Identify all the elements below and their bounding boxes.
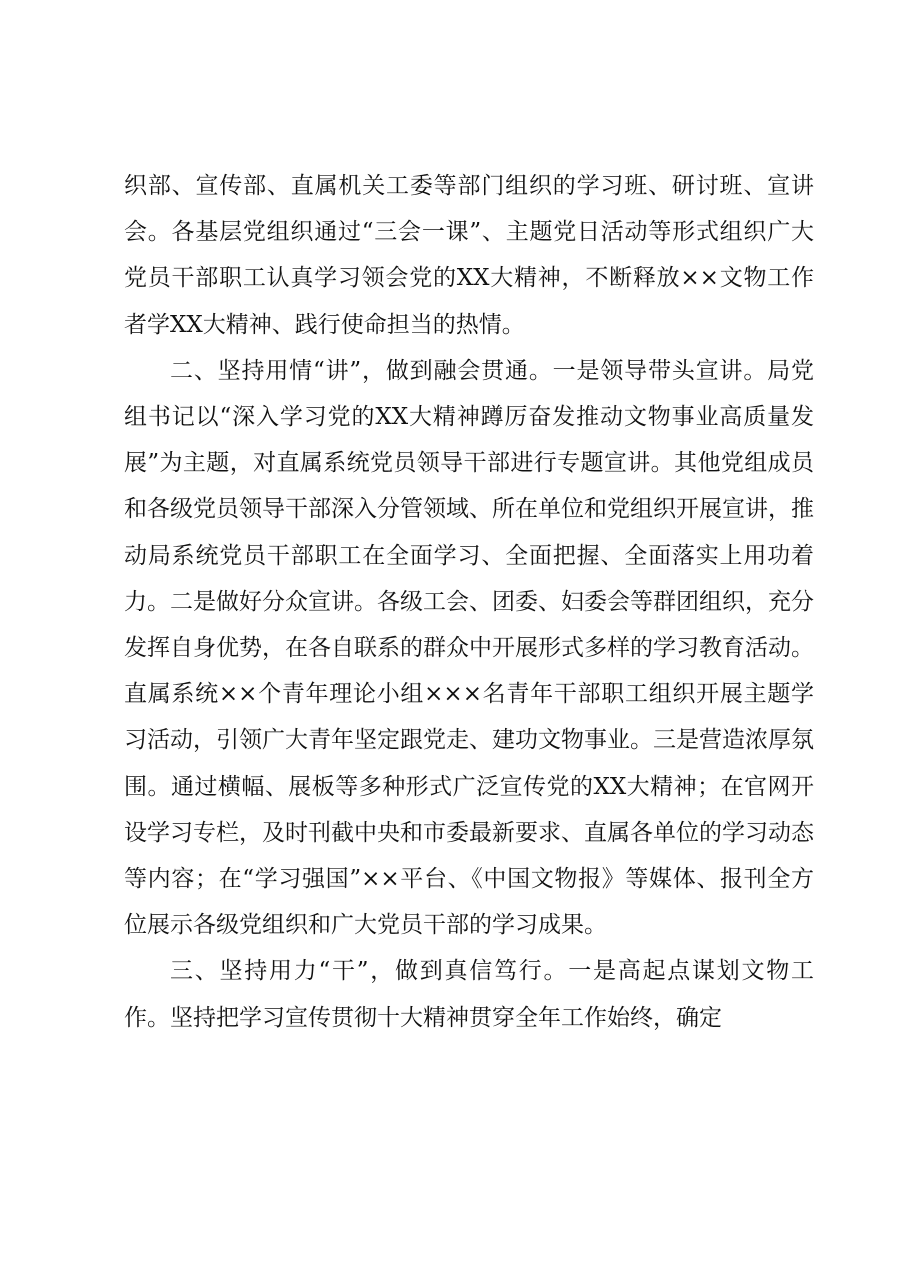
paragraph-section-three: 三、坚持用力“干”，做到真信笃行。一是高起点谋划文物工作。坚持把学习宣传贯彻十大精神贯穿全年工作始终，确定: [124, 958, 814, 1031]
paragraph-continuation: 织部、宣传部、直属机关工委等部门组织的学习班、研讨班、宣讲会。各基层党组织通过“三会一课”、主题党日活动等形式组织广大党员干部职工认真学习领会党的XX大精神，不断释放××文物工作者学XX大精神、践行使命担当的热情。: [124, 173, 814, 338]
paragraph-section-two: 二、坚持用情“讲”，做到融会贯通。一是领导带头宣讲。局党组书记以“深入学习党的XX大精神蹲厉奋发推动文物事业高质量发展”为主题，对直属系统党员领导干部进行专题宣讲。其他党组成员和各级党员领导干部深入分管领域、所在单位和党组织开展宣讲，推动局系统党员干部职工在全面学习、全面把握、全面落实上用功着力。二是做好分众宣讲。各级工会、团委、妇委会等群团组织，充分发挥自身优势，在各自联系的群众中开展形式多样的学习教育活动。直属系统××个青年理论小组×××名青年干部职工组织开展主题学习活动，引领广大青年坚定跟党走、建功文物事业。三是营造浓厚氛围。通过横幅、展板等多种形式广泛宣传党的XX大精神；在官网开设学习专栏，及时刊截中央和市委最新要求、直属各单位的学习动态等内容；在“学习强国”××平台、《中国文物报》等媒体、报刊全方位展示各级党组织和广大党员干部的学习成果。: [124, 357, 814, 939]
document-body: [124, 163, 814, 1041]
